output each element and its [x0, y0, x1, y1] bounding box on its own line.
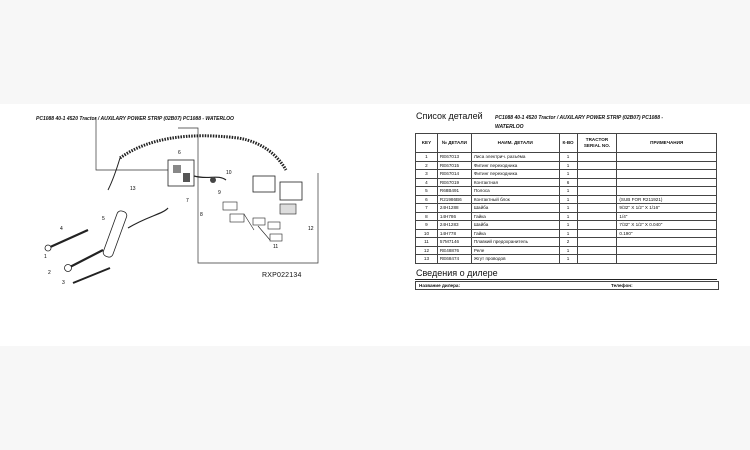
relay — [280, 182, 302, 200]
cell-key: 3 — [416, 170, 438, 179]
cell-note: 9/32" X 1/2" X 1/16" — [617, 204, 717, 213]
col-name: НАИМ. ДЕТАЛИ — [471, 134, 559, 153]
col-notes: ПРИМЕЧАНИЯ — [617, 134, 717, 153]
cell-serial — [577, 255, 617, 264]
connector — [45, 245, 51, 251]
cell-name: Жгут проводов — [471, 255, 559, 264]
callout-1: 1 — [44, 254, 47, 260]
cell-name: Полоса — [471, 187, 559, 196]
cell-serial — [577, 195, 617, 204]
callout-9: 9 — [218, 190, 221, 196]
table-row — [416, 221, 717, 230]
cell-key: 1 — [416, 153, 438, 162]
harness-coil — [120, 136, 286, 170]
parts-list-title: Список деталей — [416, 111, 483, 121]
fuse — [230, 214, 244, 222]
table-row — [416, 187, 717, 196]
cell-name: Плавкий предохранитель — [471, 238, 559, 247]
cell-note — [617, 153, 717, 162]
cell-qty: 1 — [559, 229, 577, 238]
cell-note — [617, 255, 717, 264]
cell-note: (SUB FOR R211921) — [617, 195, 717, 204]
cell-qty: 1 — [559, 221, 577, 230]
cell-name: Реле — [471, 246, 559, 255]
cell-key: 7 — [416, 204, 438, 213]
callout-3: 3 — [62, 280, 65, 286]
cell-note: 0.190" — [617, 229, 717, 238]
cell-name: Фитинг переходника — [471, 170, 559, 179]
table-row — [416, 178, 717, 187]
cell-note — [617, 178, 717, 187]
contact-block-detail — [173, 165, 181, 173]
callout-5: 5 — [102, 216, 105, 222]
cell-name: Гайка — [471, 212, 559, 221]
cell-part: 24H1288 — [437, 204, 471, 213]
dealer-info-box — [415, 281, 719, 290]
cell-qty: 1 — [559, 204, 577, 213]
parts-table-header — [416, 134, 717, 153]
cell-serial — [577, 153, 617, 162]
diagram-header: PC1088 40-1 4520 Tractor / AUXILARY POWER STRIP (02B07) PC1088 - WATERLOO — [36, 116, 234, 122]
wire-lead — [194, 176, 226, 180]
cell-part: RE68474 — [437, 255, 471, 264]
callout-4: 4 — [60, 226, 63, 232]
cell-key: 11 — [416, 238, 438, 247]
dealer-divider — [415, 279, 717, 280]
terminal — [270, 234, 282, 241]
col-serial: TRACTOR SERIAL NO. — [577, 134, 617, 153]
callout-6: 6 — [178, 150, 181, 156]
contact-block-detail — [183, 173, 190, 182]
cell-name: Контактный блок — [471, 195, 559, 204]
parts-list-header: PC1088 40-1 4520 Tractor / AUXILARY POWER STRIP (02B07) PC1088 - WATERLOO — [495, 115, 664, 130]
cell-part: R68B491 — [437, 187, 471, 196]
harness-lead — [108, 158, 120, 190]
dealer-phone-label: Телефон: — [611, 283, 633, 288]
connector-cable — [68, 250, 103, 268]
cell-serial — [577, 238, 617, 247]
col-qty: К-ВО — [559, 134, 577, 153]
cell-note — [617, 246, 717, 255]
cell-key: 4 — [416, 178, 438, 187]
cell-qty: 1 — [559, 153, 577, 162]
cell-key: 5 — [416, 187, 438, 196]
cell-note — [617, 238, 717, 247]
cell-part: 14H786 — [437, 212, 471, 221]
dealer-info-title: Сведения о дилере — [416, 268, 498, 278]
callout-2: 2 — [48, 270, 51, 276]
cell-serial — [577, 221, 617, 230]
cell-part: R21986B6 — [437, 195, 471, 204]
callout-13: 13 — [130, 186, 136, 192]
callout-7: 7 — [186, 198, 189, 204]
cell-key: 8 — [416, 212, 438, 221]
cell-part: RE67015 — [437, 161, 471, 170]
cell-qty: 1 — [559, 187, 577, 196]
cell-serial — [577, 178, 617, 187]
cell-note: 7/32" X 1/2" X 0.040" — [617, 221, 717, 230]
cell-key: 12 — [416, 246, 438, 255]
table-row — [416, 238, 717, 247]
cell-note — [617, 170, 717, 179]
fuse — [223, 202, 237, 210]
exploded-parts-diagram — [18, 118, 378, 288]
cell-qty: 1 — [559, 195, 577, 204]
cell-note — [617, 187, 717, 196]
parts-table — [415, 133, 717, 264]
cell-part: RE67013 — [437, 153, 471, 162]
cell-serial — [577, 161, 617, 170]
cell-key: 9 — [416, 221, 438, 230]
nut — [210, 177, 216, 183]
cell-serial — [577, 246, 617, 255]
cell-serial — [577, 229, 617, 238]
cell-part: 57M7146 — [437, 238, 471, 247]
callout-8: 8 — [200, 212, 203, 218]
cell-key: 6 — [416, 195, 438, 204]
cell-part: RE67019 — [437, 178, 471, 187]
table-row — [416, 255, 717, 264]
cell-serial — [577, 212, 617, 221]
cell-key: 2 — [416, 161, 438, 170]
col-part-no: № ДЕТАЛИ — [437, 134, 471, 153]
cell-name: Шайба — [471, 221, 559, 230]
table-row — [416, 170, 717, 179]
table-row — [416, 246, 717, 255]
table-row — [416, 195, 717, 204]
cell-name: Лиса электрич. разъёма — [471, 153, 559, 162]
cell-part: 24H1283 — [437, 221, 471, 230]
cell-serial — [577, 170, 617, 179]
callout-12: 12 — [308, 226, 314, 232]
cell-qty: 1 — [559, 246, 577, 255]
callout-11: 11 — [273, 244, 279, 250]
power-strip — [102, 210, 128, 259]
cell-serial — [577, 204, 617, 213]
harness-box-line — [96, 118, 178, 170]
cell-qty: 6 — [559, 178, 577, 187]
cell-qty: 2 — [559, 238, 577, 247]
cell-name: Гайка — [471, 229, 559, 238]
table-row — [416, 212, 717, 221]
cell-qty: 1 — [559, 170, 577, 179]
connector-cable — [73, 268, 110, 283]
cell-name: Шайба — [471, 204, 559, 213]
relay-socket — [253, 176, 275, 192]
dealer-name-label: Название дилера: — [419, 283, 461, 288]
table-row — [416, 204, 717, 213]
table-row — [416, 153, 717, 162]
cell-key: 13 — [416, 255, 438, 264]
cell-key: 10 — [416, 229, 438, 238]
table-row — [416, 229, 717, 238]
cell-qty: 1 — [559, 212, 577, 221]
cell-note — [617, 161, 717, 170]
cell-qty: 1 — [559, 161, 577, 170]
callout-10: 10 — [226, 170, 232, 176]
cell-part: RE67014 — [437, 170, 471, 179]
cell-part: RE48876 — [437, 246, 471, 255]
connector — [65, 265, 72, 272]
cell-part: 14H778 — [437, 229, 471, 238]
relay-detail — [280, 204, 296, 214]
table-row — [416, 161, 717, 170]
cell-serial — [577, 187, 617, 196]
strip-wire — [128, 208, 168, 228]
col-key: KEY — [416, 134, 438, 153]
diagram-reference: RXP022134 — [262, 272, 302, 279]
cell-name: Фитинг переходника — [471, 161, 559, 170]
cell-note: 1/4" — [617, 212, 717, 221]
cell-name: Контактная — [471, 178, 559, 187]
connector-cable — [48, 230, 88, 248]
terminal — [253, 218, 265, 225]
cell-qty: 1 — [559, 255, 577, 264]
terminal — [268, 222, 280, 229]
